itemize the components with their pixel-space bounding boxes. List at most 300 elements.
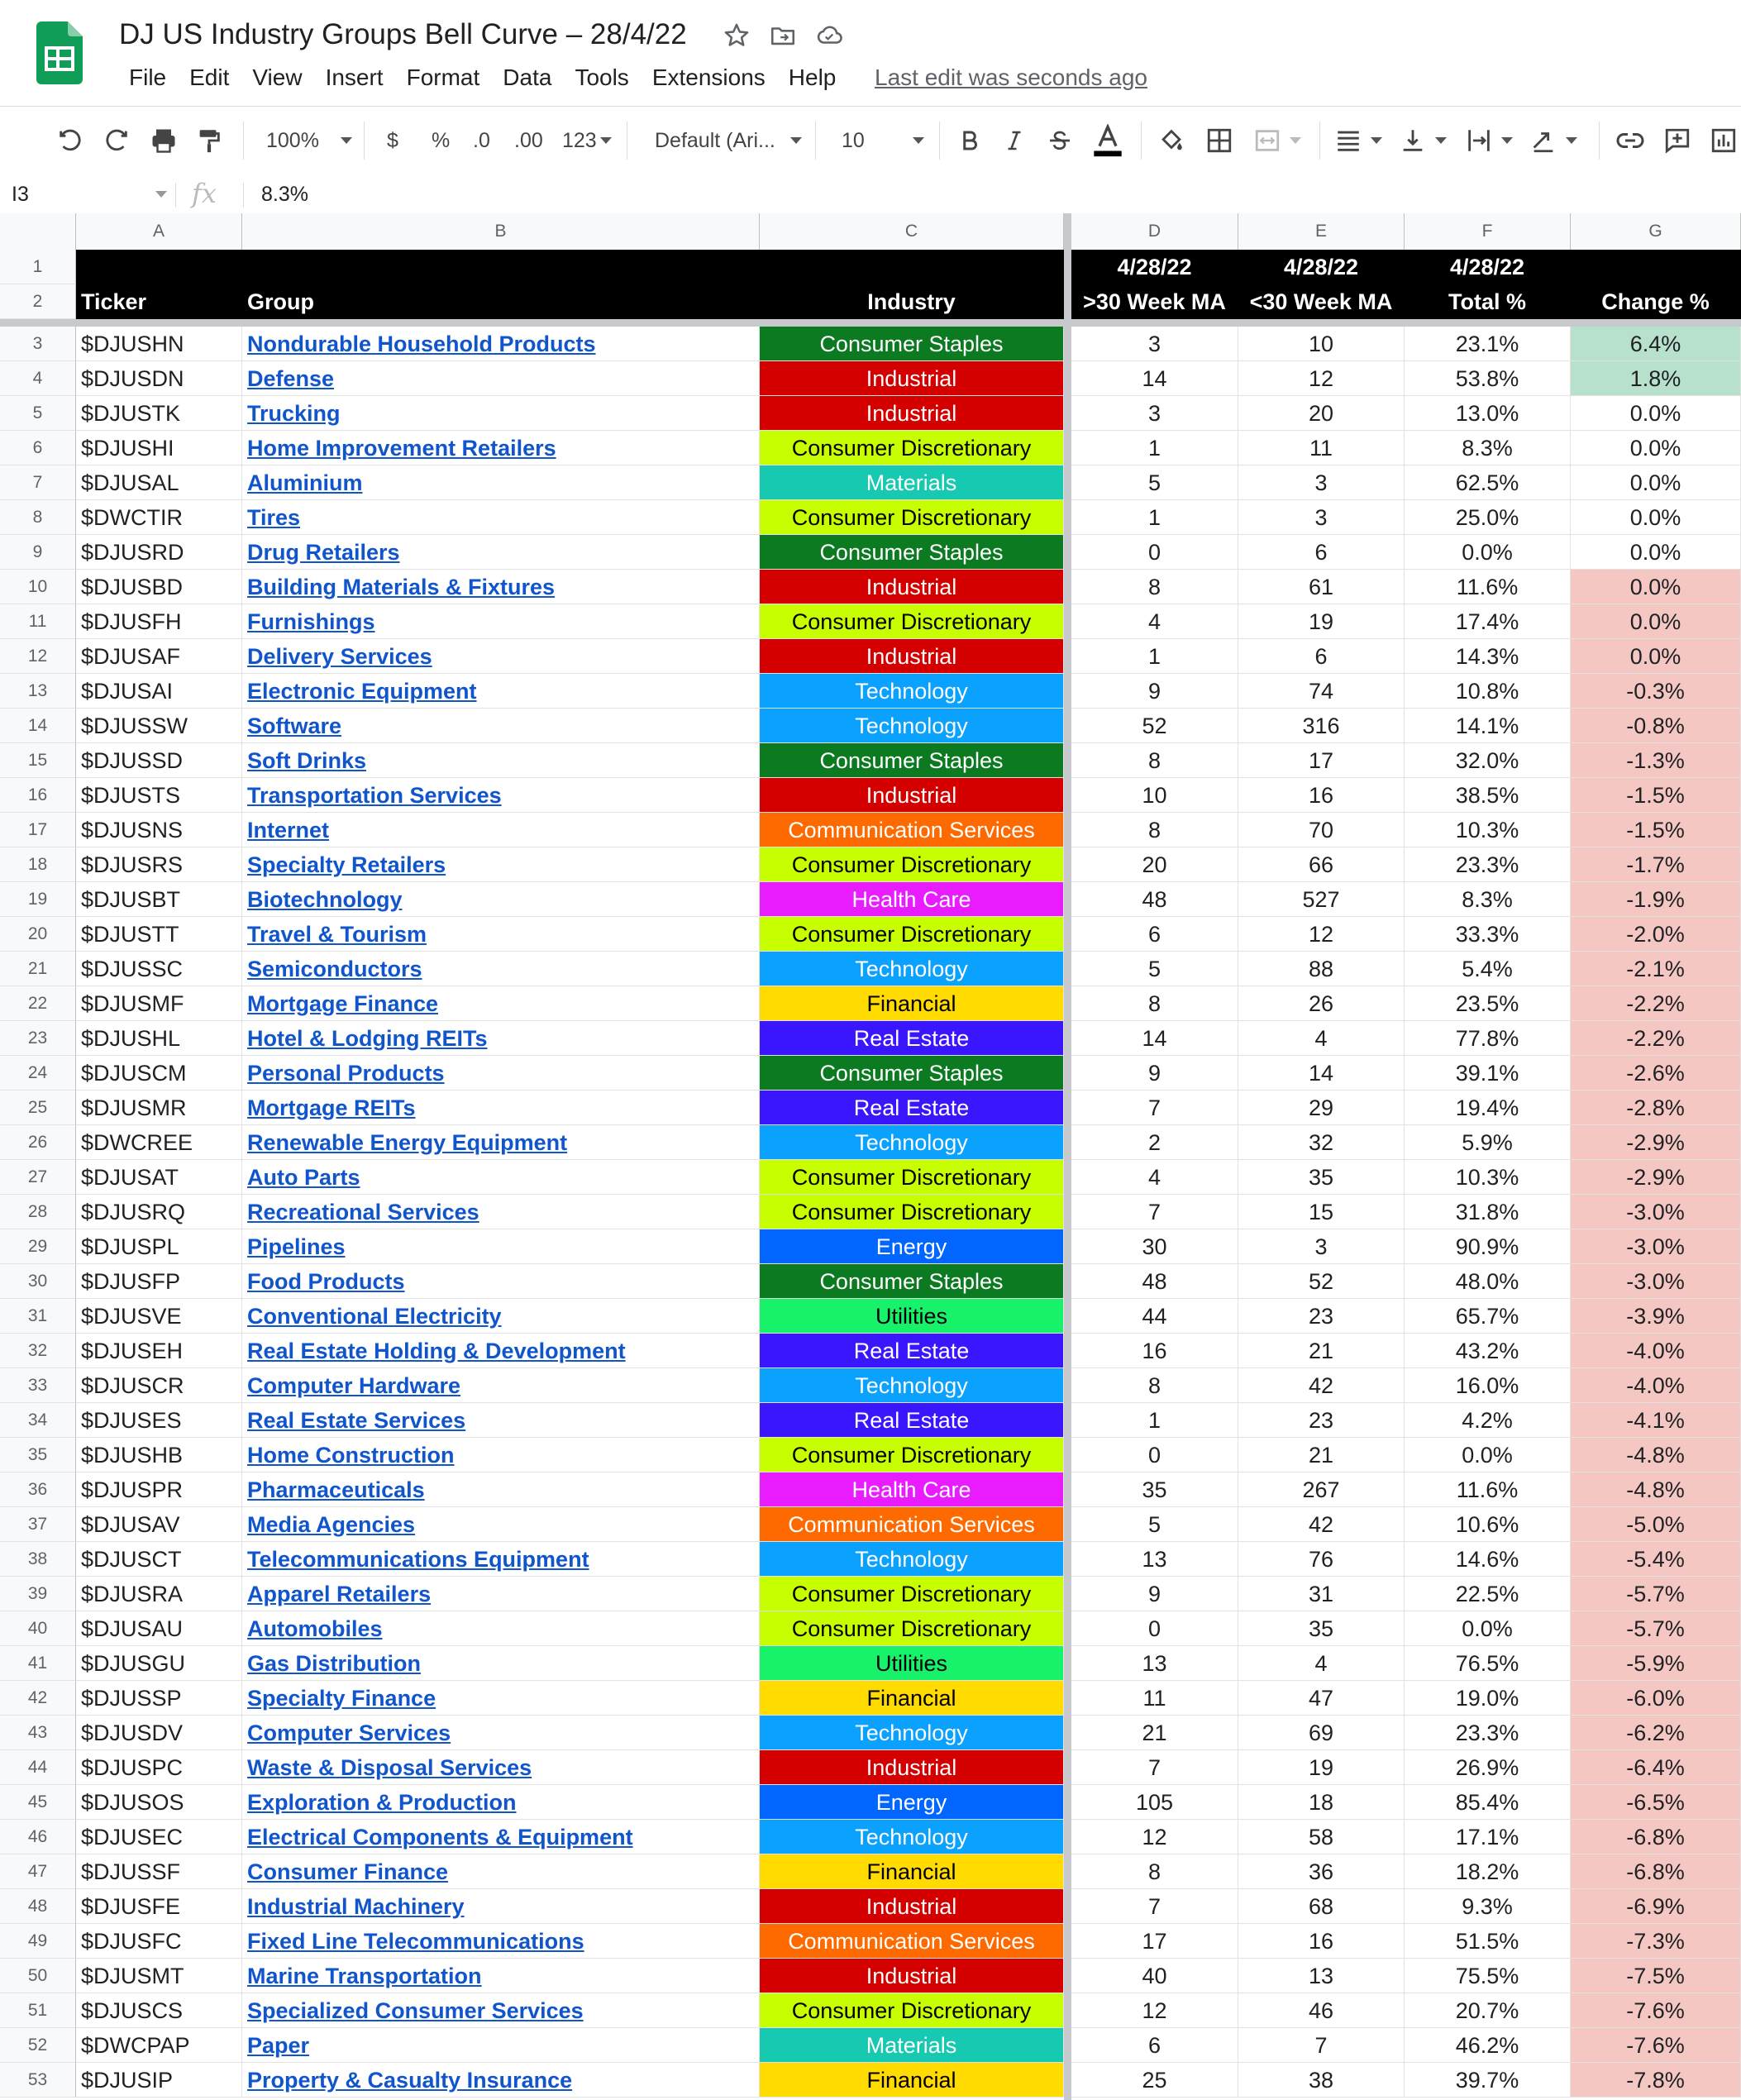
change-pct-cell[interactable]: -1.5%: [1571, 778, 1741, 813]
total-pct-cell[interactable]: 32.0%: [1405, 743, 1571, 778]
change-pct-cell[interactable]: -6.4%: [1571, 1750, 1741, 1785]
name-box[interactable]: I3: [12, 183, 29, 206]
header-cell[interactable]: [76, 250, 242, 284]
header-industry[interactable]: Industry: [760, 284, 1064, 319]
above-ma-cell[interactable]: 0: [1071, 1438, 1238, 1472]
sheets-logo-icon[interactable]: [36, 21, 83, 84]
total-pct-cell[interactable]: 51.5%: [1405, 1924, 1571, 1959]
column-header-d[interactable]: D: [1071, 213, 1238, 250]
text-rotation-icon[interactable]: [1529, 107, 1577, 174]
row-header[interactable]: 32: [0, 1334, 76, 1368]
change-pct-cell[interactable]: 0.0%: [1571, 500, 1741, 535]
above-ma-cell[interactable]: 48: [1071, 882, 1238, 917]
industry-cell[interactable]: Industrial: [760, 396, 1064, 431]
total-pct-cell[interactable]: 13.0%: [1405, 396, 1571, 431]
group-cell[interactable]: [242, 1472, 760, 1507]
total-pct-cell[interactable]: 14.1%: [1405, 709, 1571, 743]
total-pct-cell[interactable]: 23.3%: [1405, 1716, 1571, 1750]
above-ma-cell[interactable]: 14: [1071, 361, 1238, 396]
group-cell[interactable]: [242, 1716, 760, 1750]
above-ma-cell[interactable]: 1: [1071, 431, 1238, 465]
insert-link-icon[interactable]: [1615, 107, 1645, 174]
row-header[interactable]: 37: [0, 1507, 76, 1542]
group-link[interactable]: Consumer Finance: [247, 1859, 449, 1884]
increase-decimal-button[interactable]: .00: [514, 128, 543, 152]
change-pct-cell[interactable]: -2.1%: [1571, 952, 1741, 986]
above-ma-cell[interactable]: 7: [1071, 1889, 1238, 1924]
change-pct-cell[interactable]: -2.6%: [1571, 1056, 1741, 1091]
group-link[interactable]: Specialty Retailers: [247, 852, 446, 877]
industry-cell[interactable]: Consumer Discretionary: [760, 847, 1064, 882]
total-pct-cell[interactable]: 8.3%: [1405, 431, 1571, 465]
above-ma-cell[interactable]: 13: [1071, 1646, 1238, 1681]
vertical-align-icon[interactable]: [1399, 107, 1447, 174]
below-ma-cell[interactable]: 26: [1238, 986, 1405, 1021]
change-pct-cell[interactable]: -4.8%: [1571, 1438, 1741, 1472]
industry-cell[interactable]: Consumer Discretionary: [760, 1195, 1064, 1229]
total-pct-cell[interactable]: 9.3%: [1405, 1889, 1571, 1924]
total-pct-cell[interactable]: 26.9%: [1405, 1750, 1571, 1785]
industry-cell[interactable]: Financial: [760, 2063, 1064, 2098]
above-ma-cell[interactable]: 8: [1071, 1368, 1238, 1403]
total-pct-cell[interactable]: 62.5%: [1405, 465, 1571, 500]
group-link[interactable]: Trucking: [247, 401, 341, 426]
industry-cell[interactable]: Consumer Staples: [760, 327, 1064, 361]
below-ma-cell[interactable]: 32: [1238, 1125, 1405, 1160]
industry-cell[interactable]: Consumer Discretionary: [760, 604, 1064, 639]
industry-cell[interactable]: Industrial: [760, 361, 1064, 396]
above-ma-cell[interactable]: 1: [1071, 639, 1238, 674]
below-ma-cell[interactable]: 76: [1238, 1542, 1405, 1577]
total-pct-cell[interactable]: 19.0%: [1405, 1681, 1571, 1716]
above-ma-cell[interactable]: 12: [1071, 1820, 1238, 1854]
below-ma-cell[interactable]: 10: [1238, 327, 1405, 361]
column-header-a[interactable]: A: [76, 213, 242, 250]
group-link[interactable]: Specialty Finance: [247, 1686, 436, 1711]
row-header[interactable]: 30: [0, 1264, 76, 1299]
ticker-cell[interactable]: $DJUSTK: [76, 396, 242, 431]
industry-cell[interactable]: Communication Services: [760, 1924, 1064, 1959]
group-link[interactable]: Pharmaceuticals: [247, 1477, 425, 1502]
below-ma-cell[interactable]: 47: [1238, 1681, 1405, 1716]
zoom-select[interactable]: [266, 107, 352, 174]
change-pct-cell[interactable]: -2.9%: [1571, 1160, 1741, 1195]
above-ma-cell[interactable]: 48: [1071, 1264, 1238, 1299]
frozen-row-divider[interactable]: [0, 319, 1741, 327]
below-ma-cell[interactable]: 36: [1238, 1854, 1405, 1889]
ticker-cell[interactable]: $DWCTIR: [76, 500, 242, 535]
group-link[interactable]: Telecommunications Equipment: [247, 1547, 589, 1572]
industry-cell[interactable]: Communication Services: [760, 1507, 1064, 1542]
group-link[interactable]: Defense: [247, 366, 335, 391]
total-pct-cell[interactable]: 43.2%: [1405, 1334, 1571, 1368]
redo-icon[interactable]: [103, 107, 131, 174]
above-ma-cell[interactable]: 0: [1071, 535, 1238, 570]
group-cell[interactable]: [242, 2063, 760, 2098]
group-cell[interactable]: [242, 1646, 760, 1681]
formula-input[interactable]: 8.3%: [261, 183, 308, 206]
row-header[interactable]: 9: [0, 535, 76, 570]
group-link[interactable]: Electrical Components & Equipment: [247, 1825, 633, 1849]
last-edit-link[interactable]: Last edit was seconds ago: [875, 64, 1147, 90]
header-cell[interactable]: [760, 250, 1064, 284]
header-cell[interactable]: [1571, 250, 1741, 284]
ticker-cell[interactable]: $DJUSRQ: [76, 1195, 242, 1229]
above-ma-cell[interactable]: 7: [1071, 1091, 1238, 1125]
below-ma-cell[interactable]: 21: [1238, 1334, 1405, 1368]
above-ma-cell[interactable]: 40: [1071, 1959, 1238, 1993]
group-cell[interactable]: [242, 709, 760, 743]
row-header[interactable]: 31: [0, 1299, 76, 1334]
document-title[interactable]: DJ US Industry Groups Bell Curve – 28/4/22: [119, 18, 687, 50]
above-ma-cell[interactable]: 7: [1071, 1195, 1238, 1229]
change-pct-cell[interactable]: -7.3%: [1571, 1924, 1741, 1959]
above-ma-cell[interactable]: 1: [1071, 500, 1238, 535]
below-ma-cell[interactable]: 12: [1238, 361, 1405, 396]
below-ma-cell[interactable]: 18: [1238, 1785, 1405, 1820]
group-cell[interactable]: [242, 743, 760, 778]
group-link[interactable]: Nondurable Household Products: [247, 332, 596, 356]
below-ma-cell[interactable]: 6: [1238, 535, 1405, 570]
row-header[interactable]: 1: [0, 250, 76, 284]
group-cell[interactable]: [242, 639, 760, 674]
group-link[interactable]: Specialized Consumer Services: [247, 1998, 584, 2023]
change-pct-cell[interactable]: -1.9%: [1571, 882, 1741, 917]
total-pct-cell[interactable]: 39.7%: [1405, 2063, 1571, 2098]
row-header[interactable]: 17: [0, 813, 76, 847]
industry-cell[interactable]: Utilities: [760, 1299, 1064, 1334]
below-ma-cell[interactable]: 29: [1238, 1091, 1405, 1125]
paint-format-icon[interactable]: [195, 107, 223, 174]
ticker-cell[interactable]: $DJUSTT: [76, 917, 242, 952]
total-pct-cell[interactable]: 75.5%: [1405, 1959, 1571, 1993]
above-ma-cell[interactable]: 16: [1071, 1334, 1238, 1368]
ticker-cell[interactable]: $DJUSDV: [76, 1716, 242, 1750]
group-link[interactable]: Aluminium: [247, 470, 363, 495]
group-link[interactable]: Gas Distribution: [247, 1651, 422, 1676]
menu-data[interactable]: Data: [503, 64, 552, 90]
above-ma-cell[interactable]: 20: [1071, 847, 1238, 882]
above-ma-cell[interactable]: 7: [1071, 1750, 1238, 1785]
ticker-cell[interactable]: $DJUSMR: [76, 1091, 242, 1125]
group-cell[interactable]: [242, 1195, 760, 1229]
group-link[interactable]: Marine Transportation: [247, 1964, 482, 1988]
total-pct-cell[interactable]: 38.5%: [1405, 778, 1571, 813]
group-cell[interactable]: [242, 465, 760, 500]
below-ma-cell[interactable]: 14: [1238, 1056, 1405, 1091]
group-cell[interactable]: [242, 1993, 760, 2028]
industry-cell[interactable]: Consumer Staples: [760, 1056, 1064, 1091]
below-ma-cell[interactable]: 12: [1238, 917, 1405, 952]
group-cell[interactable]: [242, 500, 760, 535]
change-pct-cell[interactable]: -7.5%: [1571, 1959, 1741, 1993]
horizontal-align-icon[interactable]: [1334, 107, 1382, 174]
group-cell[interactable]: [242, 431, 760, 465]
ticker-cell[interactable]: $DJUSSP: [76, 1681, 242, 1716]
change-pct-cell[interactable]: 0.0%: [1571, 431, 1741, 465]
ticker-cell[interactable]: $DJUSPL: [76, 1229, 242, 1264]
column-header-e[interactable]: E: [1238, 213, 1405, 250]
group-link[interactable]: Computer Hardware: [247, 1373, 461, 1398]
total-pct-cell[interactable]: 90.9%: [1405, 1229, 1571, 1264]
below-ma-cell[interactable]: 52: [1238, 1264, 1405, 1299]
merge-cells-icon[interactable]: [1253, 107, 1301, 174]
total-pct-cell[interactable]: 77.8%: [1405, 1021, 1571, 1056]
below-ma-cell[interactable]: 46: [1238, 1993, 1405, 2028]
below-ma-cell[interactable]: 23: [1238, 1403, 1405, 1438]
group-link[interactable]: Furnishings: [247, 609, 375, 634]
below-ma-cell[interactable]: 31: [1238, 1577, 1405, 1611]
group-cell[interactable]: [242, 1021, 760, 1056]
insert-comment-icon[interactable]: [1663, 107, 1691, 174]
total-pct-cell[interactable]: 0.0%: [1405, 1611, 1571, 1646]
group-cell[interactable]: [242, 1681, 760, 1716]
group-cell[interactable]: [242, 1299, 760, 1334]
above-ma-cell[interactable]: 8: [1071, 570, 1238, 604]
menu-extensions[interactable]: Extensions: [651, 64, 766, 90]
menu-tools[interactable]: Tools: [575, 64, 629, 90]
group-cell[interactable]: [242, 882, 760, 917]
group-link[interactable]: Electronic Equipment: [247, 679, 477, 704]
ticker-cell[interactable]: $DJUSHI: [76, 431, 242, 465]
change-pct-cell[interactable]: 0.0%: [1571, 396, 1741, 431]
industry-cell[interactable]: Industrial: [760, 1750, 1064, 1785]
font-select[interactable]: [655, 107, 802, 174]
group-cell[interactable]: [242, 604, 760, 639]
industry-cell[interactable]: Materials: [760, 2028, 1064, 2063]
total-pct-cell[interactable]: 8.3%: [1405, 882, 1571, 917]
group-cell[interactable]: [242, 1959, 760, 1993]
total-pct-cell[interactable]: 5.4%: [1405, 952, 1571, 986]
group-link[interactable]: Pipelines: [247, 1234, 346, 1259]
text-color-icon[interactable]: [1091, 107, 1124, 174]
header-change[interactable]: Change %: [1571, 284, 1741, 319]
industry-cell[interactable]: Real Estate: [760, 1334, 1064, 1368]
ticker-cell[interactable]: $DJUSSC: [76, 952, 242, 986]
header-date-f[interactable]: 4/28/22: [1405, 250, 1571, 284]
ticker-cell[interactable]: $DJUSMF: [76, 986, 242, 1021]
group-link[interactable]: Waste & Disposal Services: [247, 1755, 532, 1780]
industry-cell[interactable]: Health Care: [760, 1472, 1064, 1507]
ticker-cell[interactable]: $DJUSRD: [76, 535, 242, 570]
total-pct-cell[interactable]: 10.3%: [1405, 813, 1571, 847]
industry-cell[interactable]: Consumer Discretionary: [760, 431, 1064, 465]
change-pct-cell[interactable]: 0.0%: [1571, 535, 1741, 570]
industry-cell[interactable]: Consumer Discretionary: [760, 1993, 1064, 2028]
group-link[interactable]: Auto Parts: [247, 1165, 360, 1190]
above-ma-cell[interactable]: 10: [1071, 778, 1238, 813]
change-pct-cell[interactable]: -1.7%: [1571, 847, 1741, 882]
below-ma-cell[interactable]: 16: [1238, 1924, 1405, 1959]
row-header[interactable]: 14: [0, 709, 76, 743]
above-ma-cell[interactable]: 5: [1071, 1507, 1238, 1542]
change-pct-cell[interactable]: -6.8%: [1571, 1820, 1741, 1854]
below-ma-cell[interactable]: 42: [1238, 1368, 1405, 1403]
change-pct-cell[interactable]: -3.0%: [1571, 1229, 1741, 1264]
group-cell[interactable]: [242, 917, 760, 952]
ticker-cell[interactable]: $DJUSSD: [76, 743, 242, 778]
change-pct-cell[interactable]: 0.0%: [1571, 465, 1741, 500]
ticker-cell[interactable]: $DWCPAP: [76, 2028, 242, 2063]
industry-cell[interactable]: Energy: [760, 1229, 1064, 1264]
below-ma-cell[interactable]: 70: [1238, 813, 1405, 847]
group-cell[interactable]: [242, 1889, 760, 1924]
below-ma-cell[interactable]: 66: [1238, 847, 1405, 882]
row-header[interactable]: 3: [0, 327, 76, 361]
header-group[interactable]: Group: [242, 284, 760, 319]
change-pct-cell[interactable]: -4.0%: [1571, 1334, 1741, 1368]
below-ma-cell[interactable]: 316: [1238, 709, 1405, 743]
total-pct-cell[interactable]: 23.1%: [1405, 327, 1571, 361]
row-header[interactable]: 51: [0, 1993, 76, 2028]
above-ma-cell[interactable]: 9: [1071, 1056, 1238, 1091]
group-cell[interactable]: [242, 570, 760, 604]
group-cell[interactable]: [242, 361, 760, 396]
insert-chart-icon[interactable]: [1710, 107, 1738, 174]
change-pct-cell[interactable]: 0.0%: [1571, 639, 1741, 674]
row-header[interactable]: 11: [0, 604, 76, 639]
above-ma-cell[interactable]: 35: [1071, 1472, 1238, 1507]
total-pct-cell[interactable]: 18.2%: [1405, 1854, 1571, 1889]
total-pct-cell[interactable]: 0.0%: [1405, 535, 1571, 570]
change-pct-cell[interactable]: -3.0%: [1571, 1264, 1741, 1299]
industry-cell[interactable]: Industrial: [760, 1889, 1064, 1924]
group-link[interactable]: Biotechnology: [247, 887, 403, 912]
bold-icon[interactable]: [957, 107, 982, 174]
below-ma-cell[interactable]: 61: [1238, 570, 1405, 604]
industry-cell[interactable]: Real Estate: [760, 1403, 1064, 1438]
above-ma-cell[interactable]: 4: [1071, 604, 1238, 639]
header-total[interactable]: Total %: [1405, 284, 1571, 319]
above-ma-cell[interactable]: 11: [1071, 1681, 1238, 1716]
row-header[interactable]: 13: [0, 674, 76, 709]
change-pct-cell[interactable]: -1.5%: [1571, 813, 1741, 847]
below-ma-cell[interactable]: 20: [1238, 396, 1405, 431]
industry-cell[interactable]: Financial: [760, 1681, 1064, 1716]
industry-cell[interactable]: Technology: [760, 674, 1064, 709]
header-above-ma[interactable]: >30 Week MA: [1071, 284, 1238, 319]
group-link[interactable]: Delivery Services: [247, 644, 432, 669]
group-link[interactable]: Software: [247, 714, 342, 738]
industry-cell[interactable]: Industrial: [760, 639, 1064, 674]
above-ma-cell[interactable]: 8: [1071, 743, 1238, 778]
industry-cell[interactable]: Consumer Discretionary: [760, 500, 1064, 535]
group-link[interactable]: Drug Retailers: [247, 540, 400, 565]
row-header[interactable]: 12: [0, 639, 76, 674]
group-link[interactable]: Hotel & Lodging REITs: [247, 1026, 488, 1051]
total-pct-cell[interactable]: 11.6%: [1405, 570, 1571, 604]
group-link[interactable]: Personal Products: [247, 1061, 445, 1086]
group-link[interactable]: Travel & Tourism: [247, 922, 427, 947]
group-link[interactable]: Paper: [247, 2033, 310, 2058]
below-ma-cell[interactable]: 19: [1238, 604, 1405, 639]
above-ma-cell[interactable]: 21: [1071, 1716, 1238, 1750]
change-pct-cell[interactable]: -2.8%: [1571, 1091, 1741, 1125]
industry-cell[interactable]: Consumer Discretionary: [760, 1438, 1064, 1472]
ticker-cell[interactable]: $DJUSMT: [76, 1959, 242, 1993]
group-cell[interactable]: [242, 1229, 760, 1264]
ticker-cell[interactable]: $DJUSOS: [76, 1785, 242, 1820]
menu-view[interactable]: View: [252, 64, 303, 90]
row-header[interactable]: 7: [0, 465, 76, 500]
group-cell[interactable]: [242, 1577, 760, 1611]
row-header[interactable]: 22: [0, 986, 76, 1021]
row-header[interactable]: 53: [0, 2063, 76, 2098]
star-icon[interactable]: [723, 21, 751, 50]
above-ma-cell[interactable]: 6: [1071, 2028, 1238, 2063]
below-ma-cell[interactable]: 11: [1238, 431, 1405, 465]
change-pct-cell[interactable]: -4.0%: [1571, 1368, 1741, 1403]
total-pct-cell[interactable]: 14.6%: [1405, 1542, 1571, 1577]
group-cell[interactable]: [242, 674, 760, 709]
industry-cell[interactable]: Industrial: [760, 778, 1064, 813]
above-ma-cell[interactable]: 13: [1071, 1542, 1238, 1577]
chevron-down-icon[interactable]: [155, 191, 167, 198]
move-folder-icon[interactable]: [769, 21, 797, 50]
above-ma-cell[interactable]: 12: [1071, 1993, 1238, 2028]
change-pct-cell[interactable]: -2.2%: [1571, 1021, 1741, 1056]
below-ma-cell[interactable]: 6: [1238, 639, 1405, 674]
ticker-cell[interactable]: $DJUSIP: [76, 2063, 242, 2098]
group-link[interactable]: Home Construction: [247, 1443, 455, 1468]
industry-cell[interactable]: Technology: [760, 1125, 1064, 1160]
total-pct-cell[interactable]: 19.4%: [1405, 1091, 1571, 1125]
total-pct-cell[interactable]: 11.6%: [1405, 1472, 1571, 1507]
industry-cell[interactable]: Consumer Staples: [760, 535, 1064, 570]
below-ma-cell[interactable]: 74: [1238, 674, 1405, 709]
total-pct-cell[interactable]: 10.3%: [1405, 1160, 1571, 1195]
industry-cell[interactable]: Financial: [760, 986, 1064, 1021]
row-header[interactable]: 44: [0, 1750, 76, 1785]
ticker-cell[interactable]: $DJUSRA: [76, 1577, 242, 1611]
below-ma-cell[interactable]: 35: [1238, 1160, 1405, 1195]
currency-format-button[interactable]: $: [387, 128, 398, 152]
below-ma-cell[interactable]: 527: [1238, 882, 1405, 917]
row-header[interactable]: 48: [0, 1889, 76, 1924]
change-pct-cell[interactable]: -7.6%: [1571, 1993, 1741, 2028]
menu-file[interactable]: File: [129, 64, 167, 90]
italic-icon[interactable]: [1002, 107, 1027, 174]
borders-icon[interactable]: [1205, 107, 1233, 174]
group-link[interactable]: Real Estate Services: [247, 1408, 466, 1433]
group-link[interactable]: Fixed Line Telecommunications: [247, 1929, 584, 1954]
change-pct-cell[interactable]: -4.8%: [1571, 1472, 1741, 1507]
industry-cell[interactable]: Health Care: [760, 882, 1064, 917]
column-header-b[interactable]: B: [242, 213, 760, 250]
group-link[interactable]: Semiconductors: [247, 957, 422, 981]
ticker-cell[interactable]: $DJUSFP: [76, 1264, 242, 1299]
above-ma-cell[interactable]: 9: [1071, 674, 1238, 709]
ticker-cell[interactable]: $DJUSFH: [76, 604, 242, 639]
row-header[interactable]: 6: [0, 431, 76, 465]
industry-cell[interactable]: Real Estate: [760, 1091, 1064, 1125]
industry-cell[interactable]: Consumer Discretionary: [760, 1577, 1064, 1611]
below-ma-cell[interactable]: 38: [1238, 2063, 1405, 2098]
above-ma-cell[interactable]: 44: [1071, 1299, 1238, 1334]
change-pct-cell[interactable]: -3.0%: [1571, 1195, 1741, 1229]
total-pct-cell[interactable]: 76.5%: [1405, 1646, 1571, 1681]
group-cell[interactable]: [242, 1368, 760, 1403]
above-ma-cell[interactable]: 4: [1071, 1160, 1238, 1195]
group-link[interactable]: Property & Casualty Insurance: [247, 2068, 573, 2093]
below-ma-cell[interactable]: 19: [1238, 1750, 1405, 1785]
group-link[interactable]: Computer Services: [247, 1721, 451, 1745]
industry-cell[interactable]: Consumer Staples: [760, 1264, 1064, 1299]
column-header-c[interactable]: C: [760, 213, 1064, 250]
above-ma-cell[interactable]: 1: [1071, 1403, 1238, 1438]
above-ma-cell[interactable]: 8: [1071, 986, 1238, 1021]
ticker-cell[interactable]: $DJUSDN: [76, 361, 242, 396]
